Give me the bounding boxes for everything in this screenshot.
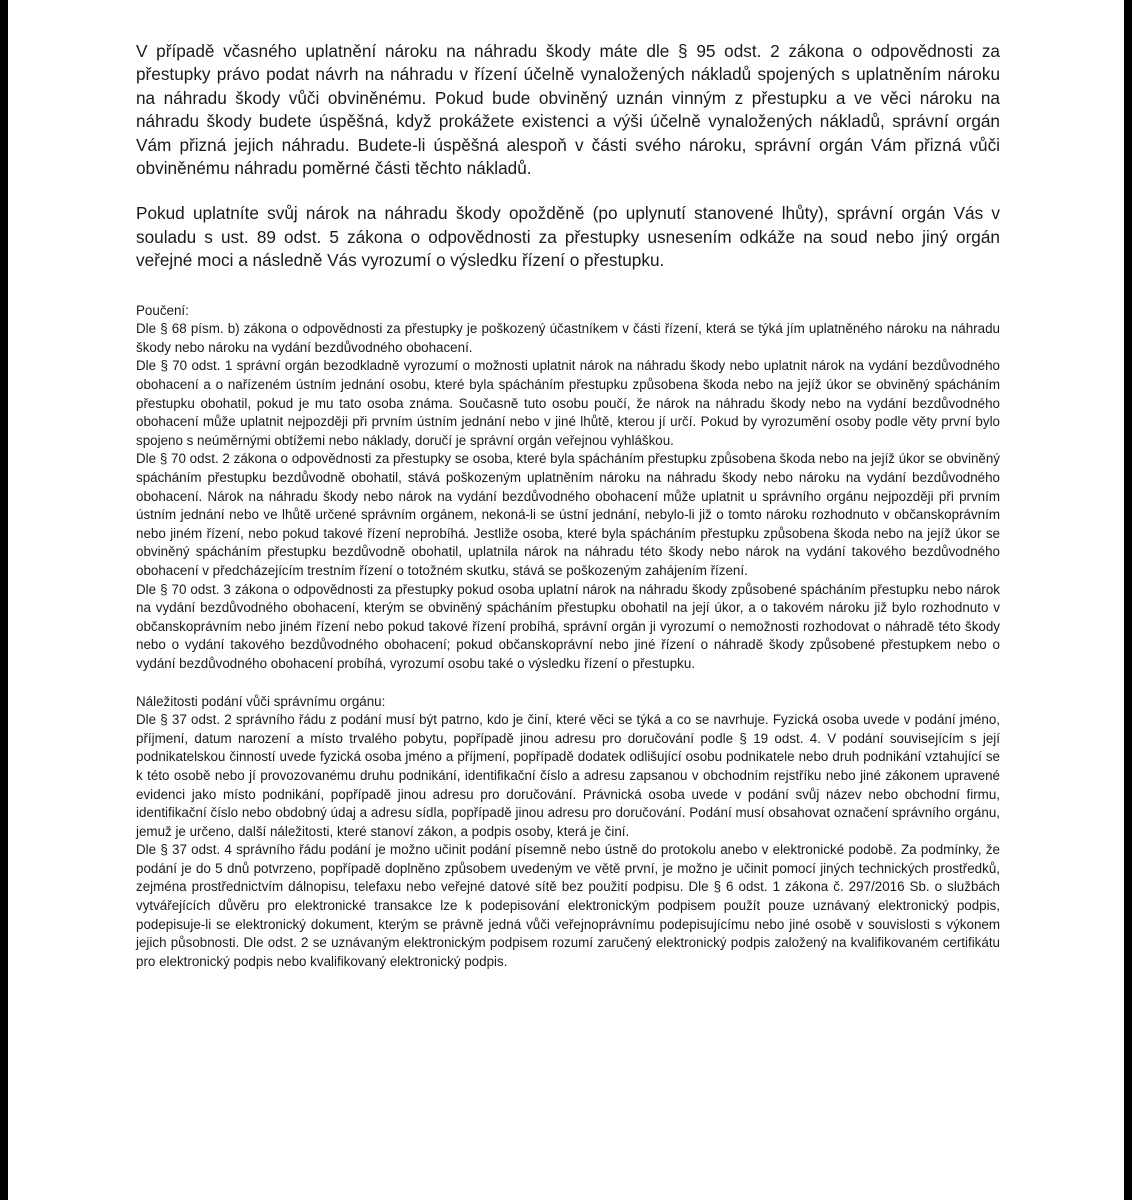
intro-paragraph-late-claim: Pokud uplatníte svůj nárok na náhradu škody opožděně (po uplynutí stanovené lhůty), správní orgán Vás v souladu s ust. 89 odst. 5 zákona o odpovědnosti za přestupky usnesením odkáže na soud nebo jiný orgán veřejné moci a následně Vás vyrozumí o výsledku řízení o přestupku. — [136, 203, 1000, 271]
document-body — [136, 40, 1000, 971]
pouceni-item: Dle § 70 odst. 2 zákona o odpovědnosti za přestupky se osoba, které byla spácháním přestupku způsobena škoda nebo na jejíž úkor se obviněný spácháním přestupku bezdůvodně obohatil, stává poškozeným uplatněním nároku na náhradu škody nebo nároku na vydání bezdůvodného obohacení. Nárok na náhradu škody nebo nárok na vydání bezdůvodného obohacení může uplatnit u správního orgánu nejpozději při prvním ústním jednání nebo ve lhůtě určené správním orgánem, nekoná-li se ústní jednání, nebylo-li již o tomto nároku rozhodnuto v občanskoprávním nebo jiném řízení, nebo pokud takové řízení neprobíhá. Jestliže osoba, které byla spácháním přestupku způsobena škoda nebo na jejíž úkor se obviněný spácháním přestupku bezdůvodně obohatil, uplatnila nárok na náhradu této škody nebo nárok na vydání takového bezdůvodného obohacení v předcházejícím trestním řízení o totožném skutku, stává se poškozeným zahájením řízení. — [136, 451, 1000, 578]
pouceni-section — [136, 302, 1000, 674]
nalezitosti-item: Dle § 37 odst. 4 správního řádu podání je možno učinit podání písemně nebo ústně do protokolu anebo v elektronické podobě. Za podmínky, že podání je do 5 dnů potvrzeno, popřípadě doplněno způsobem uvedeným ve větě první, je možno je učinit pomocí jiných technických prostředků, zejména prostřednictvím dálnopisu, telefaxu nebo veřejné datové sítě bez použití podpisu. Dle § 6 odst. 1 zákona č. 297/2016 Sb. o službách vytvářejících důvěru pro elektronické transakce lze k podepisování elektronickým podpisem použít pouze uznávaný elektronický podpis, podepisuje-li se elektronický dokument, kterým se právně jedná vůči veřejnoprávnímu podepisujícímu nebo jiné osobě v souvislosti s výkonem jejich působnosti. Dle odst. 2 se uznávaným elektronickým podpisem rozumí zaručený elektronický podpis založený na kvalifikovaném certifikátu pro elektronický podpis nebo kvalifikovaný elektronický podpis. — [136, 842, 1000, 969]
pouceni-item: Dle § 70 odst. 3 zákona o odpovědnosti za přestupky pokud osoba uplatní nárok na náhradu škody způsobené spácháním přestupku nebo nárok na vydání bezdůvodného obohacení, kterým se obviněný spácháním přestupku obohatil na její úkor, a o takovém nároku již bylo rozhodnuto v občanskoprávním nebo jiném řízení nebo pokud takové řízení probíhá, správní orgán ji vyrozumí o nemožnosti rozhodovat o náhradě této škody nebo o vydání takového bezdůvodného obohacení; pokud občanskoprávní nebo jiné řízení o náhradě škody způsobené přestupkem nebo o vydání bezdůvodného obohacení probíhá, vyrozumí osobu také o výsledku řízení o přestupku. — [136, 581, 1000, 671]
pouceni-item: Dle § 70 odst. 1 správní orgán bezodkladně vyrozumí o možnosti uplatnit nárok na náhradu škody nebo uplatnit nárok na vydání bezdůvodného obohacení a o nařízeném ústním jednání osobu, které byla spácháním přestupku způsobena škoda nebo na jejíž úkor se obviněný spácháním přestupku obohatil, pokud je mu tato osoba známa. Současně tuto osobu poučí, že nárok na náhradu škody nebo na vydání bezdůvodného obohacení může uplatnit nejpozději při prvním ústním jednání nebo v jiné lhůtě, kterou jí určí. Pokud by vyrozumění osoby podle věty první bylo spojeno s neúměrnými obtížemi nebo náklady, doručí je správní orgán veřejnou vyhláškou. — [136, 358, 1000, 448]
pouceni-heading: Poučení: — [136, 302, 189, 318]
pouceni-item: Dle § 68 písm. b) zákona o odpovědnosti za přestupky je poškozený účastníkem v části řízení, která se týká jím uplatněného nároku na náhradu škody nebo nároku na vydání bezdůvodného obohacení. — [136, 321, 1000, 355]
document-page — [8, 0, 1124, 1200]
nalezitosti-section — [136, 693, 1000, 972]
nalezitosti-item: Dle § 37 odst. 2 správního řádu z podání musí být patrno, kdo je činí, které věci se týká a co se navrhuje. Fyzická osoba uvede v podání jméno, příjmení, datum narození a místo trvalého pobytu, popřípadě jinou adresu pro doručování podle § 19 odst. 4. V podání souvisejícím s její podnikatelskou činností uvede fyzická osoba jméno a příjmení, popřípadě dodatek odlišující osobu podnikatele nebo druh podnikání vztahující se k této osobě nebo jí provozovanému druhu podnikání, identifikační číslo a adresu zapsanou v obchodním rejstříku nebo jiné zákonem upravené evidenci jako místo podnikání, popřípadě jinou adresu pro doručování. Právnická osoba uvede v podání svůj název nebo obchodní firmu, identifikační číslo nebo obdobný údaj a adresu sídla, popřípadě jinou adresu pro doručování. Podání musí obsahovat označení správního orgánu, jemuž je určeno, další náležitosti, které stanoví zákon, a podpis osoby, která je činí. — [136, 712, 1000, 839]
nalezitosti-heading: Náležitosti podání vůči správnímu orgánu: — [136, 693, 386, 709]
intro-paragraph-costs: V případě včasného uplatnění nároku na náhradu škody máte dle § 95 odst. 2 zákona o odpovědnosti za přestupky právo podat návrh na náhradu v řízení účelně vynaložených nákladů spojených s uplatněním nároku na náhradu škody vůči obviněnému. Pokud bude obviněný uznán vinným z přestupku a ve věci nároku na náhradu škody budete úspěšná, když prokážete existenci a výši účelně vynaložených nákladů, správní orgán Vám přizná jejich náhradu. Budete-li úspěšná alespoň v části svého nároku, správní orgán Vám přizná vůči obviněnému náhradu poměrné části těchto nákladů. — [136, 41, 1000, 179]
